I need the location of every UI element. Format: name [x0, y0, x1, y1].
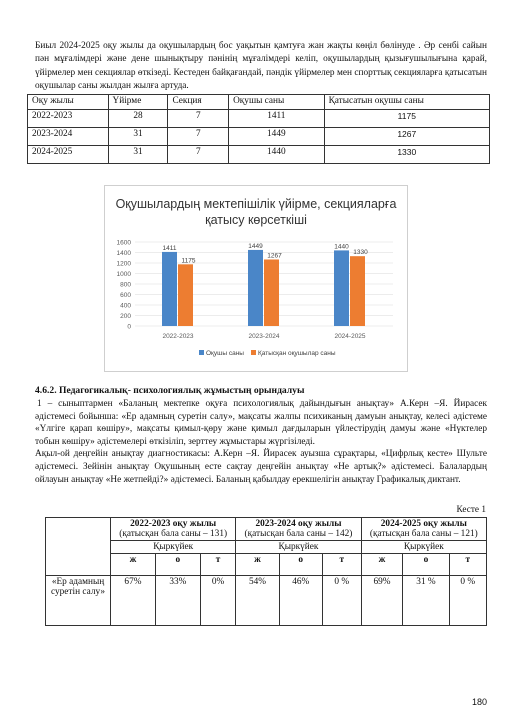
cell-participants: 1267 — [324, 128, 489, 146]
section-heading: 4.6.2. Педагогикалық- психологиялық жұмыстың орындалуы — [35, 385, 305, 396]
cell-clubs: 31 — [108, 146, 168, 164]
bar-participants — [350, 256, 365, 326]
level-cell: т — [322, 554, 361, 576]
x-tick-label: 2023-2024 — [248, 333, 280, 340]
level-cell: ж — [111, 554, 156, 576]
bar-students — [162, 252, 177, 326]
intro-paragraph: Биыл 2024-2025 оқу жылы да оқушылардың бос уақытын қамтуға жан жақты көңіл бөлінуде . Әр сенбі сайын пән мұғалімдері және дене шынықтыру пәнінің мұғалімдері келіп, оқушылардың қызығушылығына қарай, үйірмелер мен секциялар өткізеді. Кестеден байқағандай, пәндік үйірмелер мен спорттық секцияларға қатысатын оқушылар саны жылдан жылға артуда. — [35, 41, 487, 91]
level-cell: о — [155, 554, 200, 576]
value-cell: 69% — [361, 576, 403, 626]
level-cell: ж — [236, 554, 279, 576]
header-students: Оқушы саны — [229, 95, 325, 110]
participation-chart — [104, 185, 408, 372]
level-cell: т — [200, 554, 236, 576]
level-cell: т — [449, 554, 486, 576]
year-title: 2022-2023 оқу жылы — [130, 519, 217, 529]
cell-sections: 7 — [168, 146, 229, 164]
cell-participants: 1175 — [324, 110, 489, 128]
cell-students: 1411 — [229, 110, 325, 128]
y-tick-label: 1600 — [116, 239, 131, 247]
cell-students: 1440 — [229, 146, 325, 164]
month-cell: Қыркүйек — [111, 541, 236, 554]
value-cell: 33% — [155, 576, 200, 626]
year-subtitle: (қатысқан бала саны – 131) — [119, 529, 228, 539]
section-paragraph: 1 – сыныптармен «Баланың мектепке оқуға психологиялық дайындығын анықтау» А.Керн –Я. Йирасек әдістемесі бойынша: «Ер адамның суретін салу», мақсаты жалпы психиканың дамуын анықтау, келесі әдістеме «Үлгіге қарап көшіру», мақсаты қимыл-қөру және қимыл дағдыларын үйлестірудің дамуы және «Нүктелер тобын көшіру» әдістемелері өткізіліп, зерттеу жұмыстары жүргізіледі. — [35, 399, 487, 447]
data-label: 1175 — [181, 257, 196, 265]
page-number: 180 — [472, 697, 488, 707]
cell-clubs: 28 — [108, 110, 168, 128]
level-cell: о — [403, 554, 449, 576]
value-cell: 0 % — [449, 576, 486, 626]
clubs-table — [27, 94, 490, 164]
header-year: Оқу жылы — [28, 95, 109, 110]
cell-year: 2023-2024 — [28, 128, 109, 146]
cell-sections: 7 — [168, 128, 229, 146]
data-label: 1449 — [248, 242, 263, 250]
y-tick-label: 800 — [120, 281, 131, 289]
section-paragraph: Ақыл-ой деңгейін анықтау диагностикасы: А.Керн –Я. Йирасек ауызша сұрақтары, «Цифрлық кесте» Шульте әдістемесі. Зейінін анықтау Оқушының есте сақтау деңгейін анықтау «Не артық?» әдістемесі. Балалардың ойлауын анықтау «Не жетпейді?» әдістемесі. Баланың қабылдау ерекшелігін анықтау Графикалық диктант. — [35, 449, 487, 485]
data-label: 1411 — [162, 244, 177, 252]
y-tick-label: 600 — [120, 292, 131, 299]
month-row — [46, 541, 487, 554]
table-row — [28, 146, 490, 164]
chart-plot — [105, 186, 407, 371]
value-cell: 31 % — [403, 576, 449, 626]
legend-swatch — [199, 350, 204, 355]
table-caption: Кесте 1 — [456, 505, 486, 515]
bar-students — [334, 250, 349, 326]
row-label: «Ер адамның суретін салу» — [46, 576, 111, 626]
value-cell: 46% — [279, 576, 322, 626]
cell-clubs: 31 — [108, 128, 168, 146]
table-header-row — [46, 518, 487, 541]
year-header — [361, 518, 486, 541]
y-tick-label: 0 — [127, 323, 131, 331]
x-tick-label: 2022-2023 — [162, 333, 194, 340]
year-subtitle: (қатысқан бала саны – 121) — [369, 529, 478, 539]
year-header — [111, 518, 236, 541]
legend-swatch — [251, 350, 256, 355]
bar-students — [248, 250, 263, 326]
legend-label: Оқушы саны — [206, 350, 244, 357]
cell-sections: 7 — [168, 110, 229, 128]
value-cell: 0% — [200, 576, 236, 626]
data-label: 1267 — [267, 252, 282, 260]
table-row — [46, 576, 487, 626]
value-cell: 0 % — [322, 576, 361, 626]
month-cell: Қыркүйек — [361, 541, 486, 554]
level-cell: ж — [361, 554, 403, 576]
level-row — [46, 554, 487, 576]
bar-participants — [264, 259, 279, 326]
legend-label: Қатысқан оқушылар саны — [258, 350, 336, 357]
year-title: 2024-2025 оқу жылы — [380, 519, 467, 529]
value-cell: 54% — [236, 576, 279, 626]
y-tick-label: 1000 — [116, 271, 131, 278]
y-tick-label: 1200 — [116, 260, 131, 268]
level-cell: о — [279, 554, 322, 576]
bar-participants — [178, 264, 193, 326]
table-row — [28, 110, 490, 128]
cell-participants: 1330 — [324, 146, 489, 164]
section-body — [35, 398, 487, 486]
cell-year: 2022-2023 — [28, 110, 109, 128]
header-participants: Қатысатын оқушы саны — [324, 95, 489, 110]
year-header — [236, 518, 361, 541]
table-header-row — [28, 95, 490, 110]
diagnostics-table — [45, 517, 487, 626]
year-title: 2023-2024 оқу жылы — [255, 519, 342, 529]
year-subtitle: (қатысқан бала саны – 142) — [244, 529, 353, 539]
empty-corner-cell — [46, 518, 111, 576]
chart-title: Оқушылардың мектепішілік үйірме, секцияларға қатысу көрсеткіші — [115, 197, 397, 227]
y-tick-label: 400 — [120, 302, 131, 310]
month-cell: Қыркүйек — [236, 541, 361, 554]
data-label: 1330 — [353, 249, 368, 257]
cell-year: 2024-2025 — [28, 146, 109, 164]
header-clubs: Үйірме — [108, 95, 168, 110]
value-cell: 67% — [111, 576, 156, 626]
y-tick-label: 1400 — [116, 250, 131, 257]
x-tick-label: 2024-2025 — [334, 333, 366, 340]
table-row — [28, 128, 490, 146]
header-sections: Секция — [168, 95, 229, 110]
cell-students: 1449 — [229, 128, 325, 146]
data-label: 1440 — [334, 243, 349, 251]
y-tick-label: 200 — [120, 313, 131, 320]
